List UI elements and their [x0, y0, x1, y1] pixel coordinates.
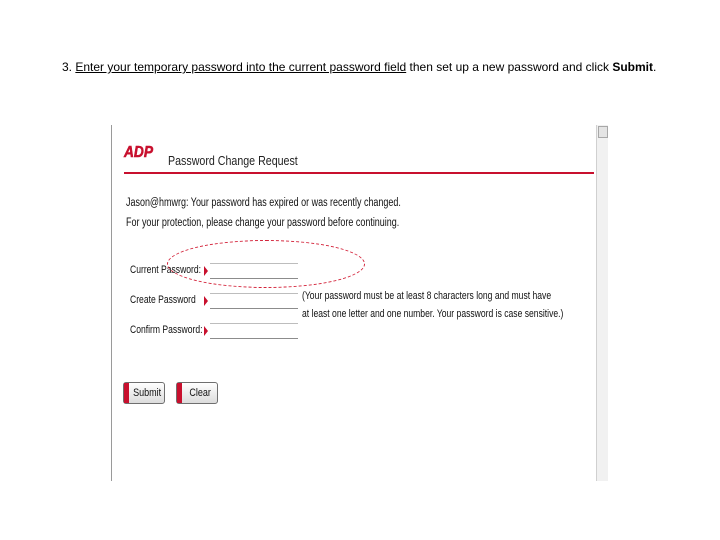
create-password-label: Create Password	[130, 294, 196, 306]
clear-button[interactable]	[176, 382, 218, 404]
vertical-scrollbar[interactable]	[596, 125, 608, 481]
confirm-password-label: Confirm Password:	[130, 324, 203, 336]
button-accent	[124, 383, 129, 403]
submit-label: Submit	[133, 387, 162, 399]
protection-message: For your protection, please change your password before continuing.	[126, 217, 400, 229]
screenshot-window	[111, 125, 608, 481]
scroll-thumb[interactable]	[598, 126, 608, 138]
svg-text:ADP: ADP	[123, 144, 154, 161]
instruction-end: .	[653, 60, 657, 74]
adp-logo	[124, 135, 154, 165]
clear-label: Clear	[189, 387, 211, 399]
password-hint-line2: at least one letter and one number. Your password is case sensitive.)	[302, 308, 564, 320]
page-title: Password Change Request	[168, 153, 298, 168]
confirm-password-input[interactable]	[210, 323, 298, 339]
current-password-label: Current Password:	[130, 264, 202, 276]
password-hint-line1: (Your password must be at least 8 characters long and must have	[302, 290, 552, 302]
required-marker-icon	[204, 296, 208, 306]
create-password-input[interactable]	[210, 293, 298, 309]
instruction-rest: then set up a new password and click	[409, 60, 609, 74]
instruction-text	[62, 60, 702, 74]
header-divider	[124, 172, 594, 174]
step-number: 3.	[62, 60, 73, 74]
required-marker-icon	[204, 326, 208, 336]
submit-button[interactable]	[123, 382, 165, 404]
highlight-ellipse	[167, 240, 365, 288]
button-accent	[177, 383, 182, 403]
expired-message: Jason@hmwrg: Your password has expired or was recently changed.	[126, 197, 401, 209]
instruction-underlined: Enter your temporary password into the current password field	[75, 60, 407, 74]
instruction-bold: Submit	[612, 60, 653, 74]
